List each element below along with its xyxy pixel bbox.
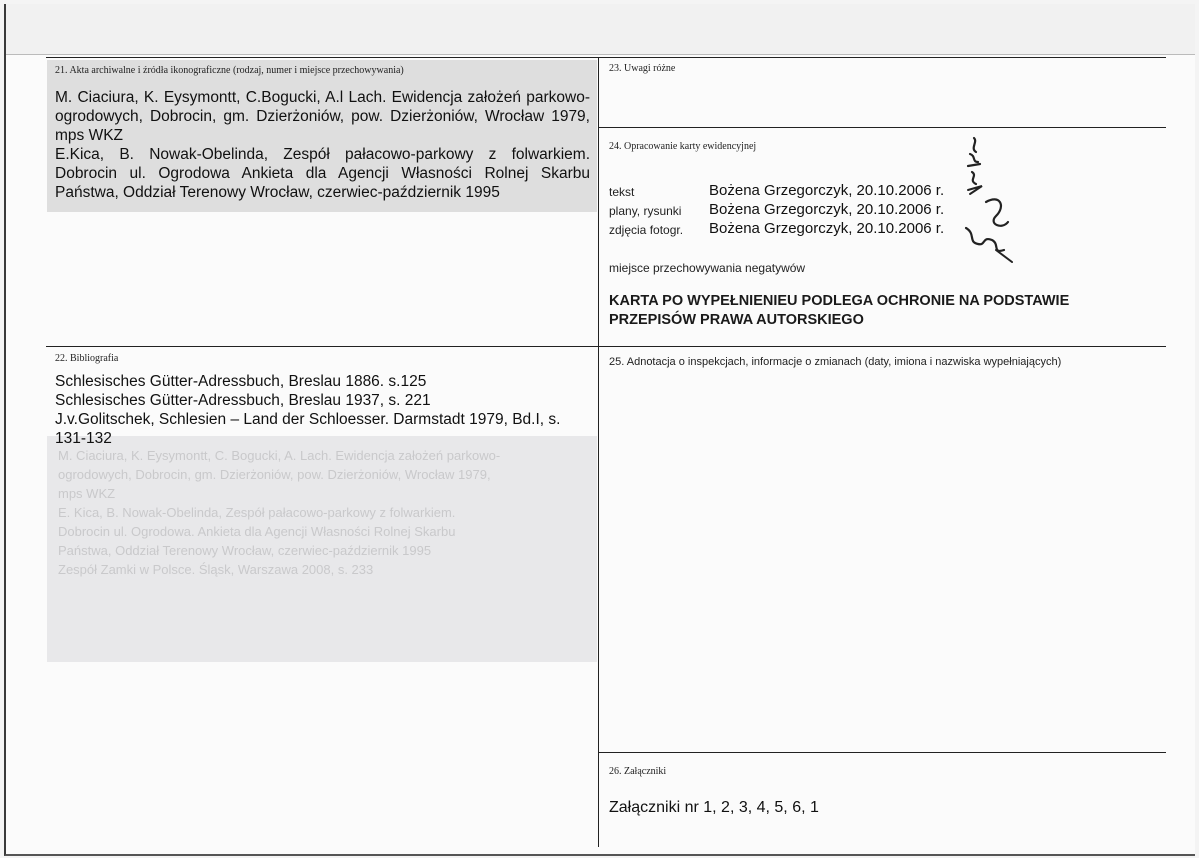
section21-paragraph: M. Ciaciura, K. Eysymontt, C.Bogucki, A.l Lach. Ewidencja założeń parkowo-ogrodowych, Dobrocin, gm. Dzierżoniów, pow. Dzierżoniów, Wrocław 1979, mps WKZ xyxy=(55,89,590,144)
section22-bibliography xyxy=(55,372,585,448)
top-strip xyxy=(6,4,1195,55)
section23-label: 23. Uwagi różne xyxy=(609,63,676,74)
section21-body xyxy=(55,88,590,202)
section24-label: 24. Opracowanie karty ewidencyjnej xyxy=(609,141,757,152)
ghost-line: mps WKZ xyxy=(58,486,116,501)
ghost-line: Dobrocin ul. Ogrodowa. Ankieta dla Agencji Własności Rolnej Skarbu xyxy=(58,524,456,539)
section26-label: 26. Załączniki xyxy=(609,766,667,777)
rule-23-24 xyxy=(599,127,1166,128)
attachments-list: Załączniki nr 1, 2, 3, 4, 5, 6, 1 xyxy=(609,799,819,816)
copyright-notice xyxy=(609,292,1069,330)
ghost-line: E. Kica, B. Nowak-Obelinda, Zespół pałacowo-parkowy z folwarkiem. xyxy=(58,505,456,520)
ghost-line: Zespół Zamki w Polsce. Śląsk, Warszawa 2008, s. 233 xyxy=(58,562,374,577)
ghost-line: M. Ciaciura, K. Eysymontt, C. Bogucki, A. Lach. Ewidencja założeń parkowo- xyxy=(58,448,501,463)
center-divider xyxy=(598,57,599,847)
copyright-notice-line: KARTA PO WYPEŁNIENIEU PODLEGA OCHRONIE NA PODSTAWIE xyxy=(609,293,1070,309)
ghost-line: Państwa, Oddział Terenowy Wrocław, czerwiec-październik 1995 xyxy=(58,543,432,558)
kv-value-plany: Bożena Grzegorczyk, 20.10.2006 r. xyxy=(709,201,945,218)
bibliography-entry: Schlesisches Gütter-Adressbuch, Breslau 1886. s.125 xyxy=(55,373,427,390)
copyright-notice-line: PRZEPISÓW PRAWA AUTORSKIEGO xyxy=(609,312,864,328)
kv-value-tekst: Bożena Grzegorczyk, 20.10.2006 r. xyxy=(709,182,945,199)
section21-label: 21. Akta archiwalne i źródła ikonograficzne (rodzaj, numer i miejsce przechowywania) xyxy=(55,65,404,76)
ghost-line: ogrodowych, Dobrocin, gm. Dzierżoniów, pow. Dzierżoniów, Wrocław 1979, xyxy=(58,467,491,482)
bibliography-entry: J.v.Golitschek, Schlesien – Land der Schloesser. Darmstadt 1979, Bd.I, s. 131-132 xyxy=(55,411,561,447)
signature-mark xyxy=(956,132,1020,272)
kv-key-plany: plany, rysunki xyxy=(609,204,682,218)
bleed-through-text xyxy=(58,446,500,579)
kv-value-zdjecia: Bożena Grzegorczyk, 20.10.2006 r. xyxy=(709,220,945,237)
section21-paragraph: E.Kica, B. Nowak-Obelinda, Zespół pałacowo-parkowy z folwarkiem. Dobrocin ul. Ogrodowa Ankieta dla Agencji Własności Rolnej Skarbu Państwa, Oddział Terenowy Wrocław, czerwiec-październik 1995 xyxy=(55,146,590,201)
negatives-location-label: miejsce przechowywania negatywów xyxy=(609,261,806,275)
middle-rule xyxy=(46,346,1166,347)
kv-key-zdjecia: zdjęcia fotogr. xyxy=(609,223,684,237)
section22-label: 22. Bibliografia xyxy=(55,353,119,364)
bibliography-entry: Schlesisches Gütter-Adressbuch, Breslau 1937, s. 221 xyxy=(55,392,431,409)
top-rule xyxy=(46,57,1166,58)
evidence-card-sheet xyxy=(4,4,1195,856)
section25-label: 25. Adnotacja o inspekcjach, informacje o zmianach (daty, imiona i nazwiska wypełniających) xyxy=(609,356,1062,368)
rule-25-26 xyxy=(599,752,1166,753)
kv-key-tekst: tekst xyxy=(609,185,635,199)
